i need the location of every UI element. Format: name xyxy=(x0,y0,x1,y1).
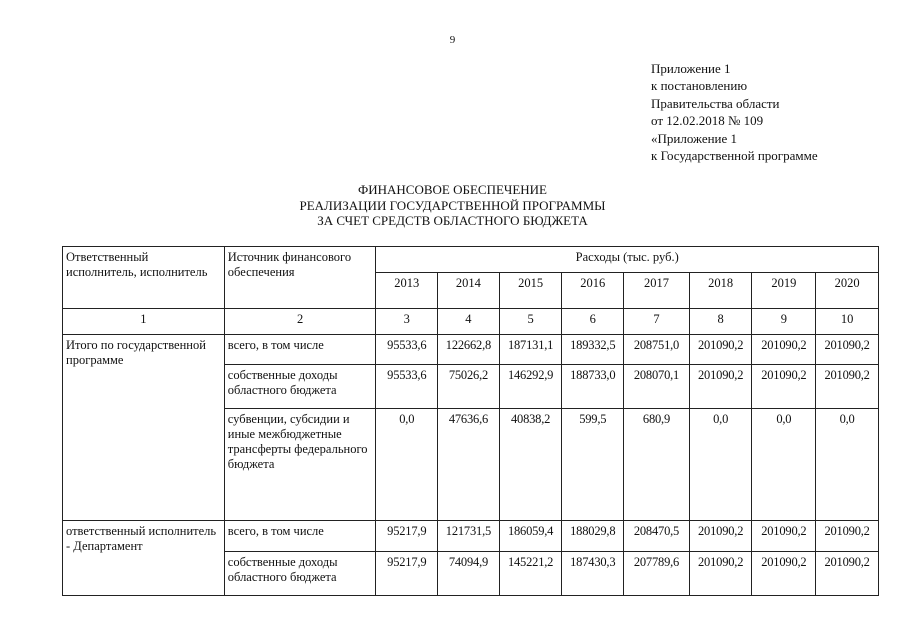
value-cell: 122662,8 xyxy=(438,335,500,365)
value-cell: 47636,6 xyxy=(438,409,500,521)
source-cell: всего, в том числе xyxy=(224,521,376,552)
column-index: 4 xyxy=(438,309,500,335)
value-cell: 145221,2 xyxy=(499,552,562,596)
header-year: 2019 xyxy=(752,273,816,309)
value-cell: 208751,0 xyxy=(624,335,690,365)
value-cell: 201090,2 xyxy=(689,365,752,409)
header-year: 2013 xyxy=(376,273,438,309)
value-cell: 146292,9 xyxy=(499,365,562,409)
value-cell: 186059,4 xyxy=(499,521,562,552)
value-cell: 201090,2 xyxy=(816,335,879,365)
column-index: 8 xyxy=(689,309,752,335)
value-cell: 121731,5 xyxy=(438,521,500,552)
column-index: 5 xyxy=(499,309,562,335)
value-cell: 0,0 xyxy=(689,409,752,521)
value-cell: 599,5 xyxy=(562,409,624,521)
header-year: 2017 xyxy=(624,273,690,309)
title-line: РЕАЛИЗАЦИИ ГОСУДАРСТВЕННОЙ ПРОГРАММЫ xyxy=(299,197,606,213)
value-cell: 95217,9 xyxy=(376,552,438,596)
column-index: 3 xyxy=(376,309,438,335)
executor-cell: Итого по государственной программе xyxy=(63,335,225,521)
header-year: 2018 xyxy=(689,273,752,309)
value-cell: 201090,2 xyxy=(689,521,752,552)
value-cell: 201090,2 xyxy=(752,365,816,409)
header-expenses: Расходы (тыс. руб.) xyxy=(376,247,879,273)
value-cell: 187430,3 xyxy=(562,552,624,596)
column-index: 2 xyxy=(224,309,376,335)
value-cell: 189332,5 xyxy=(562,335,624,365)
value-cell: 201090,2 xyxy=(752,335,816,365)
header-year: 2015 xyxy=(499,273,562,309)
value-cell: 95533,6 xyxy=(376,335,438,365)
column-index: 9 xyxy=(752,309,816,335)
title-line: ЗА СЧЕТ СРЕДСТВ ОБЛАСТНОГО БЮДЖЕТА xyxy=(317,213,588,228)
value-cell: 75026,2 xyxy=(438,365,500,409)
appendix-block xyxy=(651,60,818,164)
source-cell: субвенции, субсидии и иные межбюджетные трансферты федерального бюджета xyxy=(224,409,376,521)
column-index: 1 xyxy=(63,309,225,335)
header-year: 2016 xyxy=(562,273,624,309)
value-cell: 188733,0 xyxy=(562,365,624,409)
executor-cell: ответственный исполнитель - Департамент xyxy=(63,521,225,596)
appendix-line: от 12.02.2018 № 109 xyxy=(651,113,764,129)
value-cell: 0,0 xyxy=(376,409,438,521)
financing-table xyxy=(62,246,879,596)
value-cell: 0,0 xyxy=(816,409,879,521)
value-cell: 201090,2 xyxy=(816,521,879,552)
value-cell: 74094,9 xyxy=(438,552,500,596)
table-row xyxy=(63,521,879,552)
source-cell: собственные доходы областного бюджета xyxy=(224,365,376,409)
table-row xyxy=(63,335,879,365)
page-number: 9 xyxy=(449,34,456,46)
column-index: 7 xyxy=(624,309,690,335)
header-year: 2014 xyxy=(438,273,500,309)
value-cell: 95533,6 xyxy=(376,365,438,409)
appendix-line: Приложение 1 xyxy=(651,61,731,76)
appendix-line: к постановлению xyxy=(651,78,748,94)
value-cell: 187131,1 xyxy=(499,335,562,365)
value-cell: 0,0 xyxy=(752,409,816,521)
column-index: 10 xyxy=(816,309,879,335)
value-cell: 95217,9 xyxy=(376,521,438,552)
title-line: ФИНАНСОВОЕ ОБЕСПЕЧЕНИЕ xyxy=(357,182,548,197)
value-cell: 201090,2 xyxy=(752,521,816,552)
value-cell: 201090,2 xyxy=(816,552,879,596)
value-cell: 201090,2 xyxy=(816,365,879,409)
document-title xyxy=(0,182,905,229)
source-cell: собственные доходы областного бюджета xyxy=(224,552,376,596)
appendix-line: Правительства области xyxy=(651,95,780,111)
value-cell: 40838,2 xyxy=(499,409,562,521)
value-cell: 201090,2 xyxy=(689,552,752,596)
header-year: 2020 xyxy=(816,273,879,309)
column-index: 6 xyxy=(562,309,624,335)
value-cell: 207789,6 xyxy=(624,552,690,596)
header-source: Источник финансового обеспечения xyxy=(224,247,376,309)
appendix-line: к Государственной программе xyxy=(651,148,818,164)
value-cell: 208470,5 xyxy=(624,521,690,552)
value-cell: 188029,8 xyxy=(562,521,624,552)
source-cell: всего, в том числе xyxy=(224,335,376,365)
value-cell: 208070,1 xyxy=(624,365,690,409)
appendix-line: «Приложение 1 xyxy=(651,130,738,146)
value-cell: 201090,2 xyxy=(752,552,816,596)
value-cell: 680,9 xyxy=(624,409,690,521)
header-executor: Ответственный исполнитель, исполнитель xyxy=(63,247,225,309)
value-cell: 201090,2 xyxy=(689,335,752,365)
